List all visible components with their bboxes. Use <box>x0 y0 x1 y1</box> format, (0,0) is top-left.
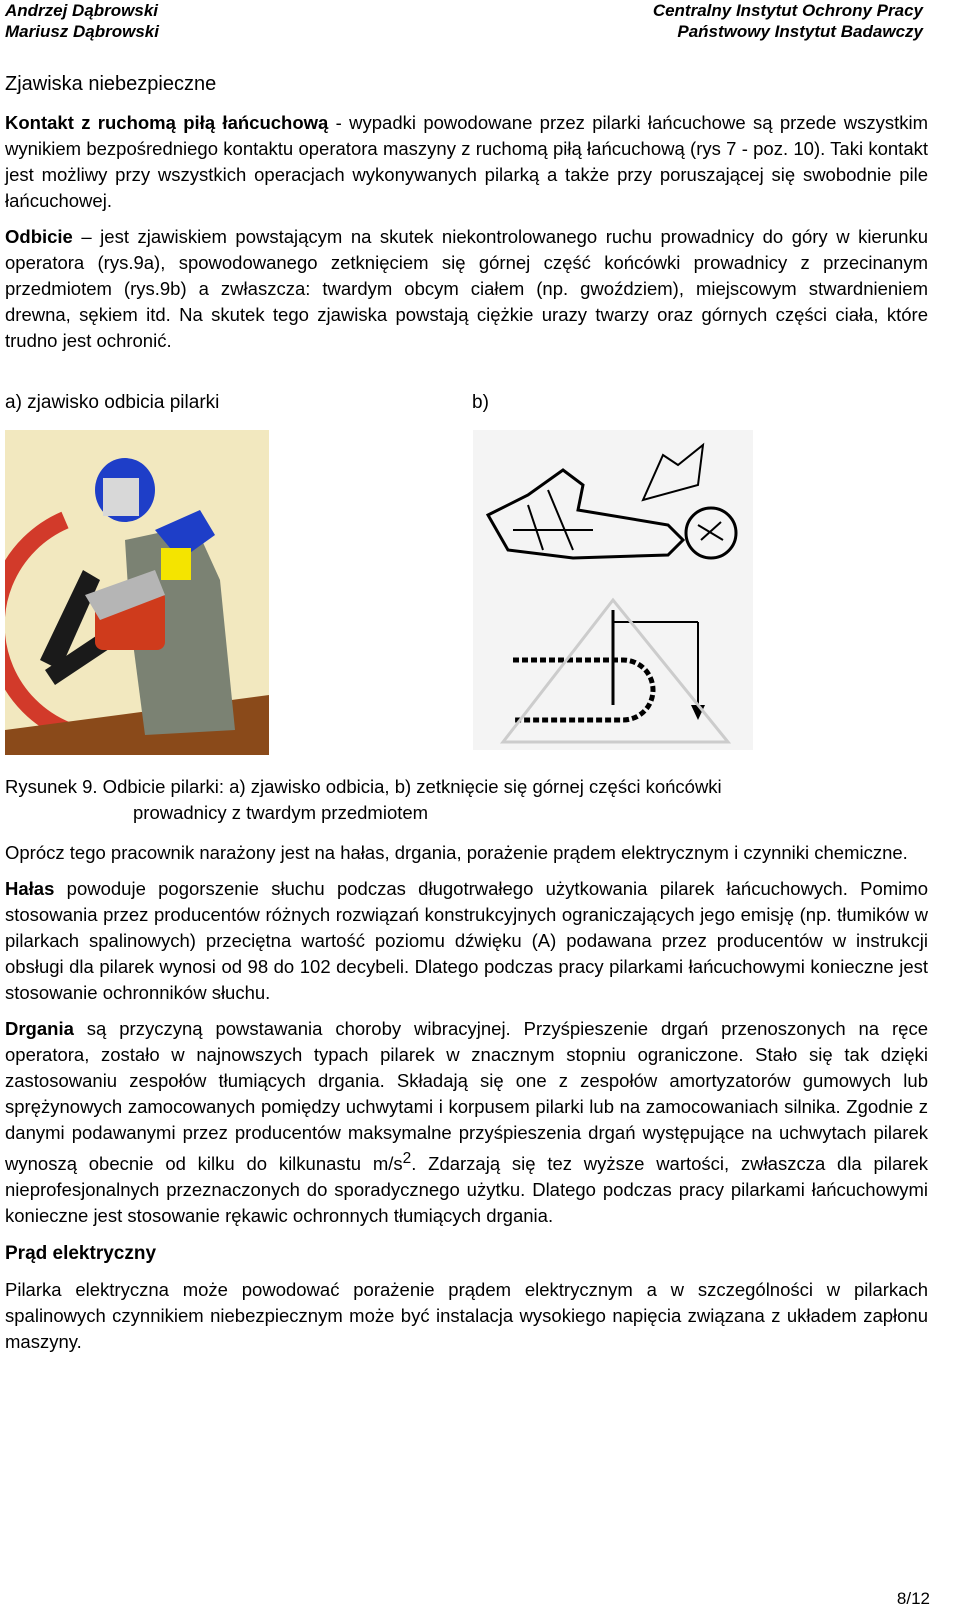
page-number: 8/12 <box>896 1589 930 1608</box>
kickback-illustration <box>5 430 269 755</box>
header-institution-1: Centralny Instytut Ochrony Pracy <box>652 1 923 20</box>
figure-caption <box>5 774 928 826</box>
paragraph-other-hazards: Oprócz tego pracownik narażony jest na hałas, drgania, porażenie prądem elektrycznym i czynniki chemiczne. <box>5 842 908 863</box>
header-institution-2: Państwowy Instytut Badawczy <box>677 22 923 41</box>
document-body <box>5 70 928 1365</box>
header-author-2: Mariusz Dąbrowski <box>5 22 159 41</box>
paragraph-chain-contact <box>5 110 928 214</box>
subheading-electric: Prąd elektryczny <box>5 1243 157 1265</box>
header-author-1: Andrzej Dąbrowski <box>5 1 159 20</box>
caption-line-2: prowadnicy z twardym przedmiotem <box>133 802 429 823</box>
paragraph-text: - wypadki powodowane przez pilarki łańcuchowe są przede wszystkim wynikiem bezpośredniego kontaktu operatora maszyny z ruchomą piłą łańcuchową (rys 7 - poz. 10). Taki kontakt jest możliwy przy wszystkich operacjach wykonywanych pilarką a także przy poruszającej się swobodnie pile łańcuchowej. <box>5 112 928 211</box>
term-chain-contact: Kontakt z ruchomą piłą łańcuchową <box>5 112 329 133</box>
section-title: Zjawiska niebezpieczne <box>5 73 217 95</box>
header-institution <box>653 0 923 42</box>
paragraph-text: powoduje pogorszenie słuchu podczas długotrwałego użytkowania pilarek łańcuchowych. Pomimo stosowania przez producentów różnych rozwiązań konstrukcyjnych ograniczających jego emisję (np. tłumików w pilarkach spalinowych) przeciętna wartość poziomu dźwięku (A) podawana przez producentów w instrukcji obsługi dla pilarek wynosi od 98 do 102 decybeli. Dlatego podczas pracy pilarkami łańcuchowymi konieczne jest stosowanie ochronników słuchu. <box>5 878 928 1003</box>
paragraph-vibration <box>5 1016 928 1229</box>
paragraph-text: są przyczyną powstawania choroby wibracyjnej. Przyśpieszenie drgań przenoszonych na ręce operatora, zostało w najnowszych typach pilarek w znacznym stopniu ograniczone. Stało się tak dzięki zastosowaniu zespołów tłumiących drgania. Składają się one z zespołów amortyzatorów gumowych lub sprężynowych zamocowanych pomiędzy uchwytami i korpusem pilarki lub na zamocowaniach silnika. Zgodnie z danymi podawanymi przez producentów maksymalne przyśpieszenia drgań występujące na uchwytach pilarek wynoszą obecnie od kilku do kilkunastu m/s <box>5 1018 928 1175</box>
term-noise: Hałas <box>5 878 55 899</box>
figure-9 <box>5 392 928 766</box>
caption-line-1: Rysunek 9. Odbicie pilarki: a) zjawisko odbicia, b) zetknięcie się górnej części końcówki <box>5 776 722 797</box>
bar-tip-contact-diagram <box>473 430 753 750</box>
superscript-2: 2 <box>402 1150 412 1167</box>
term-kickback: Odbicie <box>5 226 73 247</box>
figure-label-a: a) zjawisko odbicia pilarki <box>5 392 220 413</box>
paragraph-electric: Pilarka elektryczna może powodować porażenie prądem elektrycznym a w szczególności w pilarkach spalinowych czynnikiem niebezpiecznym może być instalacja wysokiego napięcia związana z układem zapłonu maszyny. <box>5 1279 928 1353</box>
paragraph-text: – jest zjawiskiem powstającym na skutek niekontrolowanego ruchu prowadnicy do góry w kierunku operatora (rys.9a), spowodowanego zetknięciem się górnej część końcówki prowadnicy z przecinanym przedmiotem (rys.9b) a zwłaszcza: twardym obcym ciałem (np. gwoździem), miejscowym stwardnieniem drewna, sękiem itd. Na skutek tego zjawiska powstają ciężkie urazy twarzy oraz górnych części ciała, które trudno jest ochronić. <box>5 226 928 351</box>
header-authors <box>5 0 159 42</box>
paragraph-noise <box>5 876 928 1006</box>
term-vibration: Drgania <box>5 1018 74 1039</box>
figure-label-b: b) <box>472 392 489 413</box>
paragraph-text-continued: . Zdarzają się tez wyższe wartości, zwłaszcza dla pilarek nieprofesjonalnych przeznaczonych do sporadycznego użytku. Dlatego podczas pracy pilarkami łańcuchowymi konieczne jest stosowanie rękawic ochronnych tłumiących drgania. <box>5 1153 928 1227</box>
paragraph-kickback <box>5 224 928 354</box>
